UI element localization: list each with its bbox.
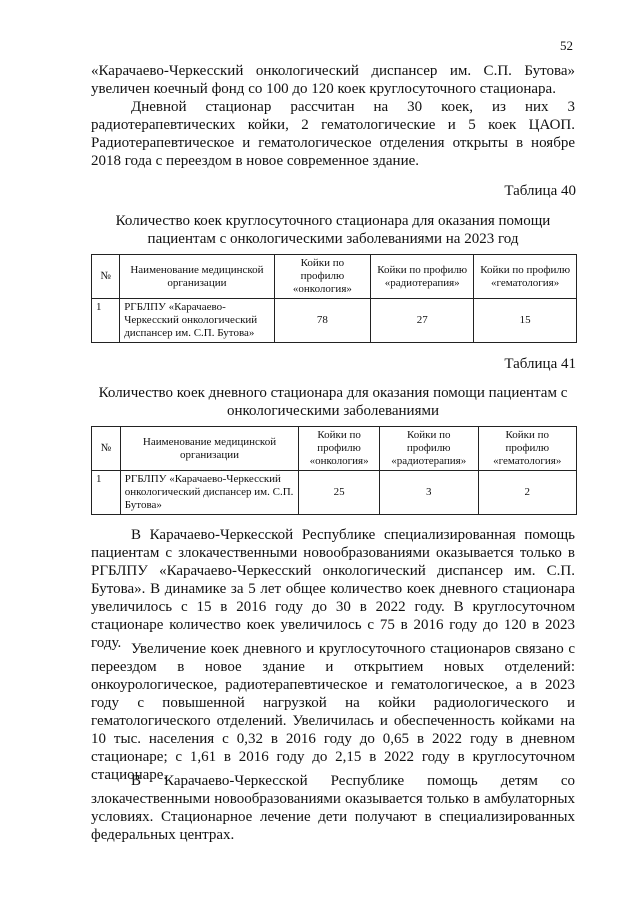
header-oncology: Койки по профилю «онкология» (274, 255, 370, 299)
cell-oncology: 25 (299, 471, 380, 515)
page-number: 52 (560, 38, 573, 53)
cell-organization: РГБЛПУ «Карачаево-Черкесский онкологический диспансер им. С.П. Бутова» (120, 299, 275, 343)
table-header-row (92, 255, 577, 299)
intro-paragraph-1: «Карачаево-Черкесский онкологический диспансер им. С.П. Бутова» увеличен коечный фонд со 100 до 120 коек круглосуточного стационара. (91, 63, 575, 97)
cell-radiotherapy: 3 (379, 471, 478, 515)
header-num: № (92, 427, 121, 471)
header-organization: Наименование медицинской организации (120, 255, 275, 299)
table-41-title: Количество коек дневного стационара для оказания помощи пациентам с онкологическими заболеваниями (98, 385, 568, 419)
cell-hematology: 15 (474, 299, 577, 343)
header-organization: Наименование медицинской организации (120, 427, 299, 471)
cell-num: 1 (92, 299, 120, 343)
cell-organization: РГБЛПУ «Карачаево-Черкесский онкологический диспансер им. С.П. Бутова» (120, 471, 299, 515)
table-40 (91, 254, 577, 343)
cell-oncology: 78 (274, 299, 370, 343)
header-radiotherapy: Койки по профилю «радиотерапия» (371, 255, 474, 299)
body-paragraph-1: В Карачаево-Черкесской Республике специализированная помощь пациентам с злокачественными новообразованиями оказывается только в РГБЛПУ «Карачаево-Черкесский онкологический диспансер им. С.П. Бутова». В динамике за 5 лет общее количество коек дневного стационара увеличилось с 15 в 2016 году до 30 в 2022 году. В круглосуточном стационаре количество коек увеличилось с 75 в 2016 году до 120 в 2023 году. (91, 527, 575, 651)
cell-hematology: 2 (478, 471, 576, 515)
table-row (92, 299, 577, 343)
table-row (92, 471, 577, 515)
body-paragraph-2: Увеличение коек дневного и круглосуточного стационаров связано с переездом в новое здание и открытием новых отделений: онкоурологическое, радиотерапевтическое и гематологическое, а в 2023 году с повышенной нагрузкой на койки радиологического и гематологического отделений. Увеличилась и обеспеченность койками на 10 тыс. населения с 0,32 в 2016 году до 0,65 в 2022 году в дневном стационаре; с 1,61 в 2016 году до 2,15 в 2022 году в круглосуточном стационаре. (91, 641, 575, 783)
header-hematology: Койки по профилю «гематология» (474, 255, 577, 299)
intro-paragraph-2: Дневной стационар рассчитан на 30 коек, из них 3 радиотерапевтических койки, 2 гематологические и 5 коек ЦАОП. Радиотерапевтическое и гематологическое отделения открыты в ноябре 2018 года с переездом в новое современное здание. (91, 99, 575, 169)
header-hematology: Койки по профилю «гематология» (478, 427, 576, 471)
cell-num: 1 (92, 471, 121, 515)
table-40-label: Таблица 40 (504, 183, 576, 199)
table-header-row (92, 427, 577, 471)
header-num: № (92, 255, 120, 299)
table-41-label: Таблица 41 (504, 356, 576, 372)
header-oncology: Койки по профилю «онкология» (299, 427, 380, 471)
table-41 (91, 426, 577, 515)
table-40-title: Количество коек круглосуточного стационара для оказания помощи пациентам с онкологическими заболеваниями на 2023 год (115, 213, 551, 247)
body-paragraph-3: В Карачаево-Черкесской Республике помощь детям со злокачественными новообразованиями оказывается только в амбулаторных условиях. Стационарное лечение дети получают в специализированных федеральных центрах. (91, 773, 575, 843)
header-radiotherapy: Койки по профилю «радиотерапия» (379, 427, 478, 471)
cell-radiotherapy: 27 (371, 299, 474, 343)
